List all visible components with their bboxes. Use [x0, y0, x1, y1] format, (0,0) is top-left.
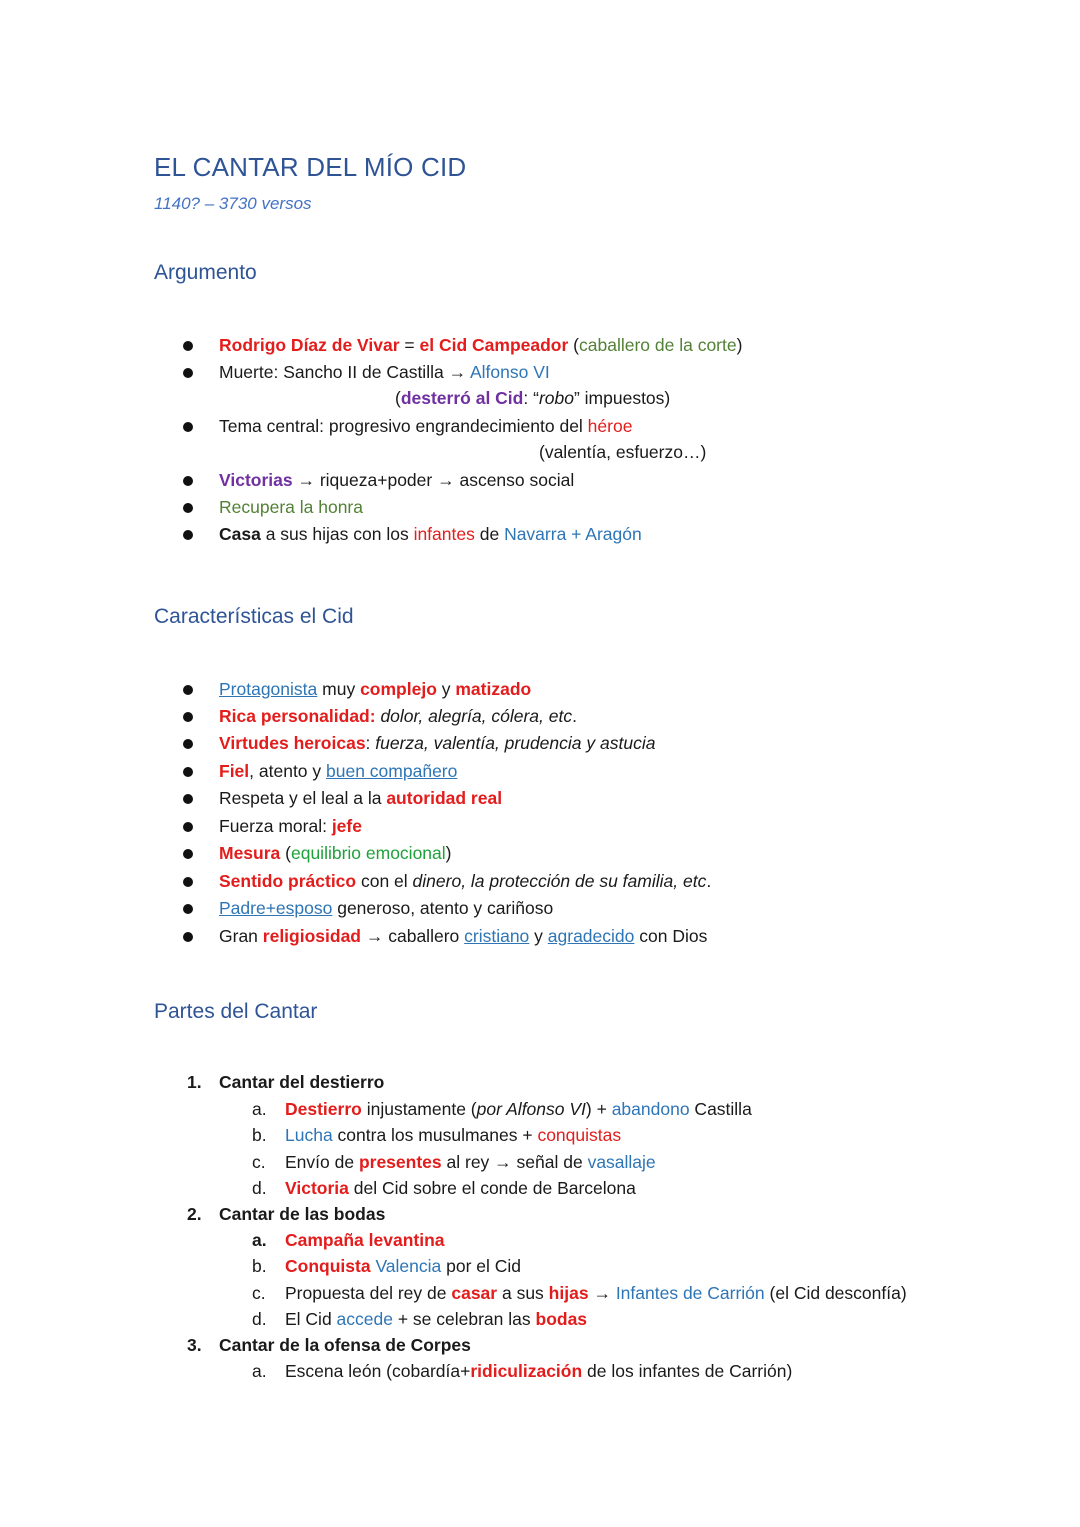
text-span: Fiel	[219, 761, 250, 781]
list-item	[219, 705, 577, 727]
list-item-continuation: (valentía, esfuerzo…)	[539, 442, 707, 462]
arrow-right-icon: →	[437, 470, 455, 490]
text-span: Sentido práctico	[219, 871, 357, 891]
list-item	[219, 925, 707, 947]
bullet-dot	[183, 822, 193, 832]
text-span: =	[399, 335, 420, 355]
text-span: Propuesta del rey de	[285, 1283, 452, 1303]
text-span: Mesura	[219, 843, 281, 863]
arrow-right-icon: →	[593, 1283, 611, 1303]
arrow-right-icon: →	[297, 470, 315, 490]
text-span: equilibrio emocional	[290, 843, 446, 863]
text-span: contra los musulmanes +	[332, 1125, 538, 1145]
text-span: con Dios	[634, 926, 708, 946]
text-span: por Alfonso VI	[476, 1099, 586, 1119]
document-title: EL CANTAR DEL MÍO CID	[154, 152, 467, 182]
text-span: Campaña levantina	[285, 1230, 445, 1250]
text-span: bodas	[535, 1309, 588, 1329]
text-span: , atento y	[249, 761, 327, 781]
list-item	[219, 523, 642, 545]
text-span: (	[568, 335, 580, 355]
text-span: Escena león (cobardía+	[285, 1361, 471, 1381]
list-item	[219, 415, 632, 437]
text-span: Gran	[219, 926, 263, 946]
text-span: )	[736, 335, 743, 355]
list-item-continuation	[395, 387, 670, 409]
link-protagonista[interactable]: Protagonista	[219, 679, 318, 699]
text-span: Tema central: progresivo engrandecimiento del	[219, 416, 588, 436]
bullet-dot	[183, 849, 193, 859]
list-item	[285, 1282, 907, 1304]
link-cristiano[interactable]: cristiano	[464, 926, 530, 946]
list-number: 3.	[187, 1335, 202, 1355]
text-span: caballero de la corte	[579, 335, 737, 355]
text-span: )	[445, 843, 452, 863]
text-span: ridiculización	[470, 1361, 583, 1381]
list-number: 2.	[187, 1204, 202, 1224]
list-letter: d.	[252, 1309, 267, 1329]
text-span: dolor, alegría, cólera, etc	[375, 706, 573, 726]
text-span: Fuerza moral:	[219, 816, 332, 836]
list-item	[219, 334, 742, 356]
text-span: Navarra + Aragón	[504, 524, 642, 544]
list-item	[285, 1229, 445, 1251]
heading-argumento: Argumento	[154, 261, 257, 284]
text-span: jefe	[331, 816, 362, 836]
text-span: Rodrigo Díaz de Vivar	[219, 335, 400, 355]
text-span: infantes	[413, 524, 475, 544]
text-span: : “	[523, 388, 539, 408]
list-item	[219, 361, 550, 383]
text-span: riqueza+poder	[314, 470, 438, 490]
bullet-dot	[183, 767, 193, 777]
text-span: héroe	[587, 416, 633, 436]
text-span: complejo	[360, 679, 437, 699]
link-buen-companero[interactable]: buen compañero	[326, 761, 458, 781]
text-span: Victoria	[285, 1178, 349, 1198]
list-letter: b.	[252, 1256, 267, 1276]
text-span: + se celebran las	[392, 1309, 536, 1329]
list-item	[285, 1098, 752, 1120]
list-number: 1.	[187, 1072, 202, 1092]
text-span: Respeta y el leal a la	[219, 788, 387, 808]
text-span: accede	[336, 1309, 393, 1329]
text-span: generoso, atento y cariñoso	[332, 898, 554, 918]
text-span: Muerte: Sancho II de Castilla	[219, 362, 449, 382]
text-span: Alfonso VI	[469, 362, 550, 382]
list-item	[285, 1124, 621, 1146]
list-item	[285, 1360, 792, 1382]
text-span: .	[706, 871, 712, 891]
bullet-dot	[183, 904, 193, 914]
list-item	[285, 1151, 656, 1173]
part-title: Cantar del destierro	[219, 1072, 385, 1092]
list-letter: a.	[252, 1361, 267, 1381]
arrow-right-icon: →	[365, 926, 384, 946]
list-item	[219, 842, 451, 864]
text-span: robo	[538, 388, 574, 408]
arrow-right-icon: →	[448, 362, 467, 382]
text-span: Valencia	[375, 1256, 442, 1276]
text-span: Infantes de Carrión	[615, 1283, 765, 1303]
text-span: hijas	[548, 1283, 589, 1303]
bullet-dot	[183, 368, 193, 378]
text-span: al rey	[441, 1152, 495, 1172]
text-span: Rica personalidad:	[219, 706, 376, 726]
list-item	[219, 870, 711, 892]
text-span: presentes	[358, 1152, 442, 1172]
heading-caracteristicas: Características el Cid	[154, 605, 354, 628]
list-item	[219, 760, 457, 782]
text-span: de los infantes de Carrión)	[582, 1361, 793, 1381]
text-span: Virtudes heroicas	[219, 733, 366, 753]
text-span: y	[529, 926, 548, 946]
text-span: ascenso social	[454, 470, 575, 490]
bullet-dot	[183, 794, 193, 804]
list-letter: d.	[252, 1178, 267, 1198]
list-letter: a.	[252, 1230, 267, 1250]
link-agradecido[interactable]: agradecido	[547, 926, 635, 946]
list-item	[219, 678, 531, 700]
text-span: Lucha	[285, 1125, 333, 1145]
text-span: :	[365, 733, 376, 753]
list-item	[219, 469, 574, 491]
text-span: el Cid Campeador	[419, 335, 569, 355]
text-span: Castilla	[689, 1099, 752, 1119]
text-span: de	[474, 524, 505, 544]
text-span: a sus	[497, 1283, 549, 1303]
text-span: abandono	[611, 1099, 690, 1119]
list-letter: c.	[252, 1283, 266, 1303]
part-title: Cantar de las bodas	[219, 1204, 386, 1224]
text-span: Envío de	[285, 1152, 359, 1172]
bullet-dot	[183, 739, 193, 749]
bullet-dot	[183, 503, 193, 513]
bullet-dot	[183, 877, 193, 887]
text-span: dinero, la protección de su familia, etc	[412, 871, 707, 891]
text-span: (	[280, 843, 291, 863]
list-letter: a.	[252, 1099, 267, 1119]
text-span: Casa	[219, 524, 261, 544]
bullet-dot	[183, 932, 193, 942]
text-span: caballero	[383, 926, 465, 946]
list-item	[285, 1255, 521, 1277]
list-item	[219, 815, 362, 837]
text-span: desterró al Cid	[400, 388, 524, 408]
list-item	[219, 787, 502, 809]
text-span: casar	[451, 1283, 498, 1303]
list-item	[219, 732, 655, 754]
text-span: matizado	[455, 679, 532, 699]
text-span: Victorias	[219, 470, 293, 490]
text-span: por el Cid	[441, 1256, 522, 1276]
text-span: (el Cid desconfía)	[764, 1283, 907, 1303]
text-span: Conquista	[285, 1256, 371, 1276]
text-span: autoridad real	[386, 788, 503, 808]
arrow-right-icon: →	[494, 1152, 512, 1172]
heading-partes: Partes del Cantar	[154, 1000, 318, 1023]
bullet-dot	[183, 476, 193, 486]
text-span: del Cid sobre el conde de Barcelona	[348, 1178, 636, 1198]
text-span: vasallaje	[587, 1152, 656, 1172]
list-item: Recupera la honra	[219, 497, 363, 517]
text-span: y	[436, 679, 456, 699]
list-letter: c.	[252, 1152, 266, 1172]
list-letter: b.	[252, 1125, 267, 1145]
text-span: ” impuestos)	[573, 388, 671, 408]
text-span: conquistas	[537, 1125, 622, 1145]
part-title: Cantar de la ofensa de Corpes	[219, 1335, 471, 1355]
bullet-dot	[183, 341, 193, 351]
list-item	[285, 1308, 587, 1330]
text-span: .	[572, 706, 577, 726]
bullet-dot	[183, 422, 193, 432]
text-span: religiosidad	[262, 926, 361, 946]
document-subtitle: 1140? – 3730 versos	[154, 194, 312, 213]
text-span: señal de	[511, 1152, 588, 1172]
list-item	[219, 897, 553, 919]
text-span: injustamente (	[361, 1099, 477, 1119]
text-span: con el	[356, 871, 413, 891]
text-span: a sus hijas con los	[260, 524, 414, 544]
text-span: muy	[317, 679, 361, 699]
text-span: Destierro	[285, 1099, 362, 1119]
list-item	[285, 1177, 636, 1199]
bullet-dot	[183, 685, 193, 695]
link-padre-esposo[interactable]: Padre+esposo	[219, 898, 333, 918]
text-span: El Cid	[285, 1309, 337, 1329]
text-span: (	[395, 388, 401, 408]
bullet-dot	[183, 712, 193, 722]
bullet-dot	[183, 530, 193, 540]
text-span: ) +	[585, 1099, 612, 1119]
text-span: fuerza, valentía, prudencia y astucia	[375, 733, 656, 753]
